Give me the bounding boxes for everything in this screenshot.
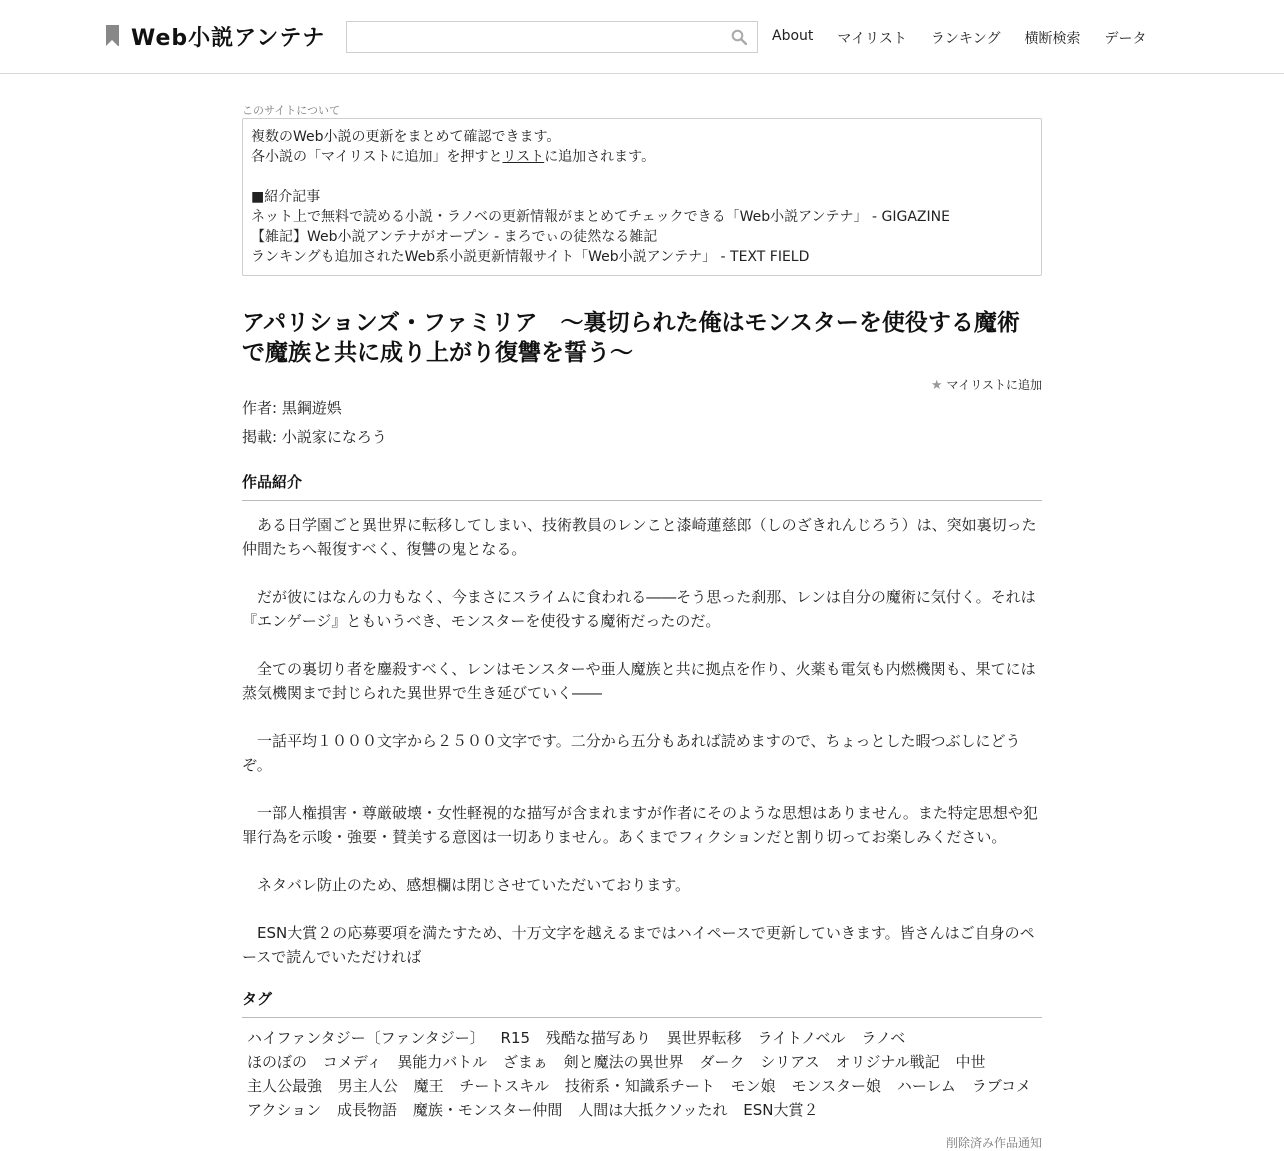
site-header — [0, 0, 1284, 74]
search-icon[interactable] — [731, 29, 747, 45]
article-link[interactable]: ランキングも追加されたWeb系小説更新情報サイト「Web小説アンテナ」 - TEXT FIELD — [251, 249, 810, 265]
tag[interactable]: チートスキル — [459, 1077, 550, 1095]
tag[interactable]: ざまぁ — [502, 1053, 548, 1071]
intro-paragraph: だが彼にはなんの力もなく、今まさにスライムに食われる――そう思った刹那、レンは自分の魔術に気付く。それは『エンゲージ』ともいうべき、モンスターを使役する魔術だったのだ。 — [242, 588, 1036, 630]
intro-heading: 作品紹介 — [242, 471, 1042, 501]
nav-mylist[interactable]: マイリスト — [837, 31, 907, 47]
tag-list — [242, 1018, 1042, 1122]
articles-heading: ■紹介記事 — [251, 189, 321, 205]
tag-line — [247, 1026, 1037, 1050]
tag[interactable]: モンスター娘 — [791, 1077, 882, 1095]
intro-paragraph: ある日学園ごと異世界に転移してしまい、技術教員のレンこと漆崎蓮慈郎（しのざきれんじろう）は、突如裏切った仲間たちへ報復すべく、復讐の鬼となる。 — [242, 516, 1037, 558]
tag[interactable]: 人間は大抵クソッたれ — [578, 1101, 728, 1119]
tag[interactable]: コメディ — [322, 1053, 382, 1071]
novel-author: 作者: 黒鋼遊娯 — [242, 399, 342, 417]
nav-ranking[interactable]: ランキング — [930, 31, 1001, 47]
tag[interactable]: 残酷な描写あり — [545, 1029, 651, 1047]
search-input[interactable] — [347, 22, 727, 52]
tag[interactable]: 魔王 — [413, 1077, 444, 1095]
main-content — [242, 104, 1042, 1151]
tag[interactable]: 中世 — [955, 1053, 986, 1071]
tag[interactable]: ライトノベル — [757, 1029, 846, 1047]
tag[interactable]: 主人公最強 — [247, 1077, 323, 1095]
novel-title[interactable]: アパリションズ・ファミリア ～裏切られた俺はモンスターを使役する魔術で魔族と共に成り上がり復讐を誓う～ — [242, 310, 1020, 366]
tag[interactable]: 異能力バトル — [397, 1053, 488, 1071]
tag[interactable]: ハイファンタジー〔ファンタジー〕 — [247, 1029, 485, 1047]
star-icon: ★ — [930, 378, 943, 393]
main-nav — [772, 28, 1170, 48]
site-logo[interactable]: Web小説アンテナ — [131, 26, 326, 51]
tag-line — [247, 1050, 1037, 1074]
intro-paragraph: 全ての裏切り者を鏖殺すべく、レンはモンスターや亜人魔族と共に拠点を作り、火薬も電気も内燃機関も、果てには蒸気機関まで封じられた異世界で生き延びていく―― — [242, 660, 1036, 702]
tag[interactable]: 魔族・モンスター仲間 — [412, 1101, 563, 1119]
tag[interactable]: ほのぼの — [247, 1053, 308, 1071]
about-box — [242, 118, 1042, 276]
tag[interactable]: ラノベ — [861, 1029, 906, 1047]
add-mylist-button[interactable] — [242, 376, 1042, 394]
tag[interactable]: ラブコメ — [971, 1077, 1031, 1095]
bookmark-icon — [106, 25, 119, 46]
about-line: 複数のWeb小説の更新をまとめて確認できます。 — [251, 129, 561, 145]
intro-paragraph: ESN大賞２の応募要項を満たすため、十万文字を越えるまではハイペースで更新していきます。皆さんはご自身のペースで読んでいただければ — [242, 924, 1035, 966]
tag[interactable]: アクション — [247, 1101, 322, 1119]
tag-line — [247, 1074, 1037, 1098]
tag[interactable]: 男主人公 — [337, 1077, 398, 1095]
tag[interactable]: R15 — [500, 1029, 531, 1047]
tag[interactable]: 成長物語 — [337, 1101, 398, 1119]
add-mylist-label: マイリストに追加 — [946, 378, 1042, 392]
intro-body — [242, 513, 1042, 969]
intro-paragraph: ネタバレ防止のため、感想欄は閉じさせていただいております。 — [242, 876, 691, 894]
tag[interactable]: 技術系・知識系チート — [564, 1077, 715, 1095]
novel-site: 掲載: 小説家になろう — [242, 428, 387, 446]
tag[interactable]: 剣と魔法の異世界 — [563, 1053, 684, 1071]
article-link[interactable]: ネット上で無料で読める小説・ラノベの更新情報がまとめてチェックできる「Web小説アンテナ」 - GIGAZINE — [251, 209, 950, 225]
about-text: に追加されます。 — [544, 149, 656, 165]
nav-data[interactable]: データ — [1104, 31, 1147, 47]
about-caption: このサイトについて — [242, 104, 341, 117]
list-link[interactable]: リスト — [502, 149, 545, 165]
intro-paragraph: 一部人権損害・尊厳破壊・女性軽視的な描写が含まれますが作者にそのような思想はありません。また特定思想や犯罪行為を示唆・強要・賛美する意図は一切ありません。あくまでフィクションだと割り切ってお楽しみください。 — [242, 804, 1038, 846]
tag[interactable]: シリアス — [760, 1053, 820, 1071]
tag[interactable]: モン娘 — [730, 1077, 776, 1095]
tag[interactable]: 異世界転移 — [666, 1029, 742, 1047]
deleted-notice-link[interactable]: 削除済み作品通知 — [945, 1136, 1042, 1150]
about-text: 各小説の「マイリストに追加」を押すと — [251, 149, 503, 165]
article-link[interactable]: 【雑記】Web小説アンテナがオープン - まろでぃの徒然なる雑記 — [251, 229, 658, 245]
nav-about[interactable]: About — [772, 28, 814, 44]
about-line — [251, 147, 1033, 167]
search-box — [346, 21, 758, 53]
tag[interactable]: ESN大賞２ — [743, 1101, 819, 1119]
nav-cross-search[interactable]: 横断検索 — [1024, 31, 1081, 47]
tag-line — [247, 1098, 1037, 1122]
intro-paragraph: 一話平均１０００文字から２５００文字です。二分から五分もあれば読めますので、ちょっとした暇つぶしにどうぞ。 — [242, 732, 1021, 774]
tags-heading: タグ — [242, 988, 1042, 1018]
tag[interactable]: オリジナル戦記 — [835, 1053, 940, 1071]
tag[interactable]: ダーク — [699, 1053, 745, 1071]
tag[interactable]: ハーレム — [896, 1077, 956, 1095]
